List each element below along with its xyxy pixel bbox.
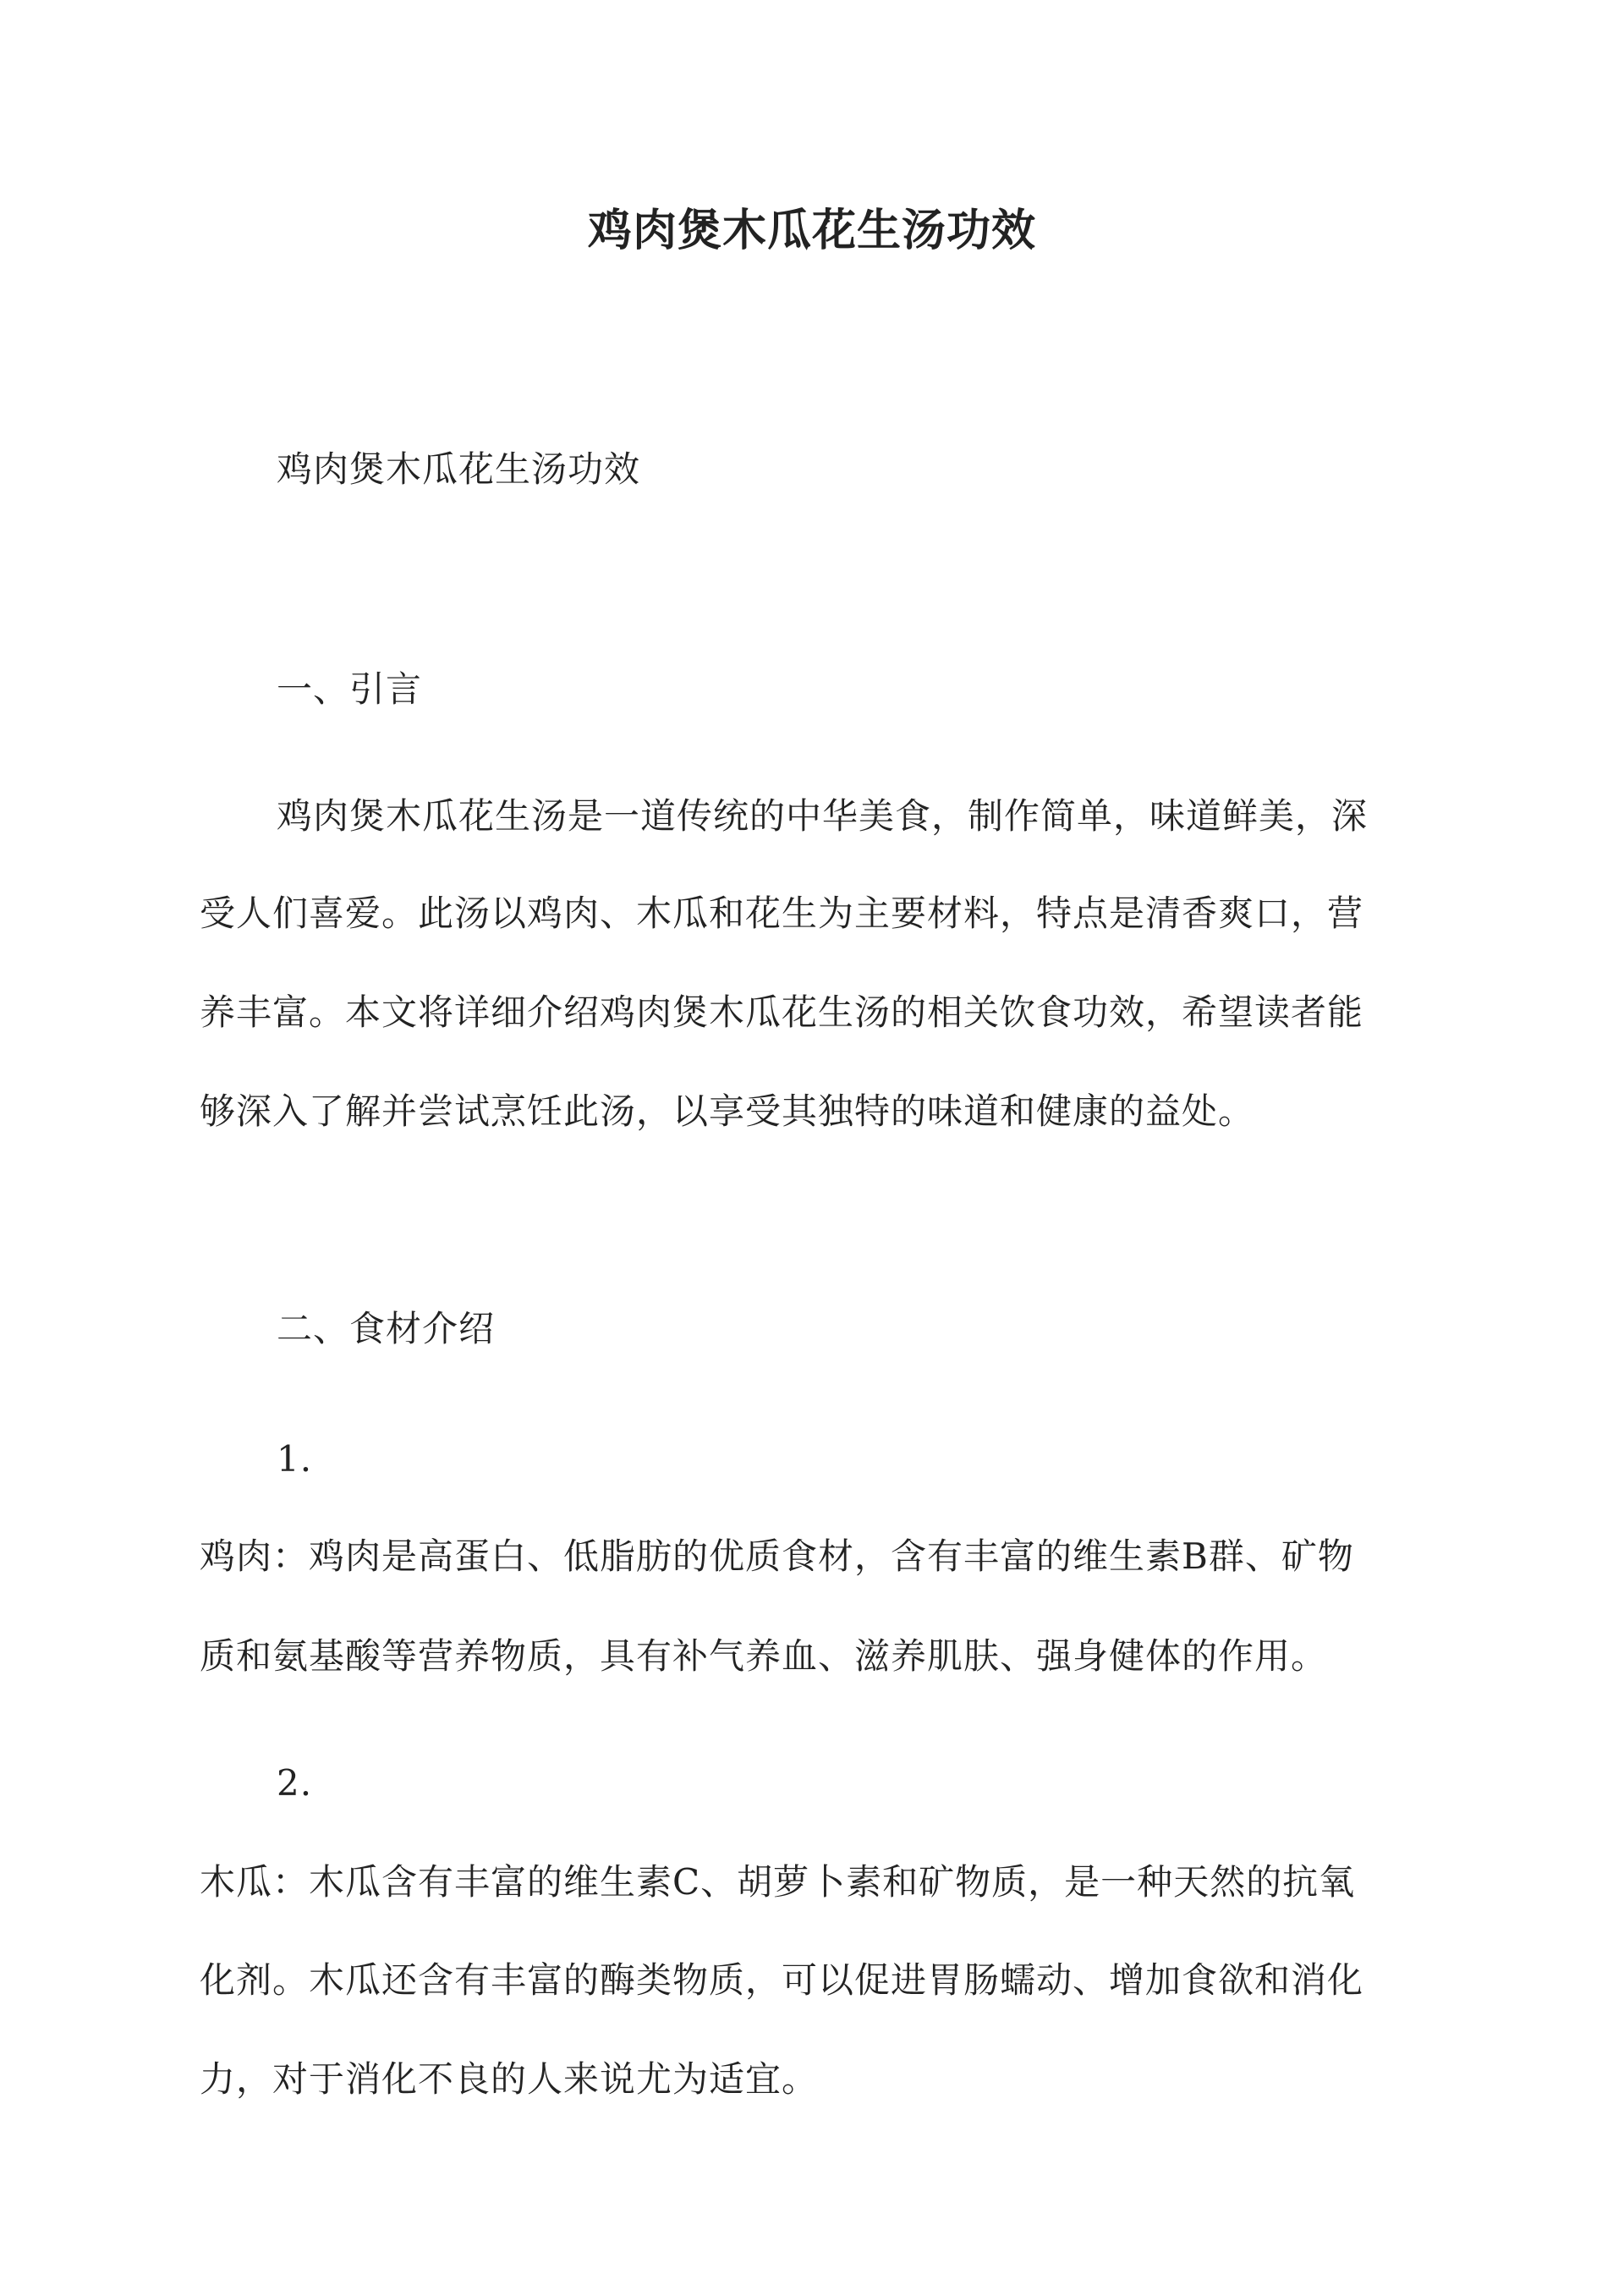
list-item-line: 化剂。木瓜还含有丰富的酶类物质，可以促进胃肠蠕动、增加食欲和消化 — [200, 1959, 1364, 2001]
document-title: 鸡肉煲木瓜花生汤功效 — [587, 205, 1036, 256]
section-heading-introduction: 一、引言 — [277, 668, 423, 710]
paragraph-line: 受人们喜爱。此汤以鸡肉、木瓜和花生为主要材料，特点是清香爽口，营 — [200, 893, 1364, 934]
list-item-line: 质和氨基酸等营养物质，具有补气养血、滋养肌肤、强身健体的作用。 — [200, 1635, 1328, 1677]
list-item-line: 木瓜：木瓜含有丰富的维生素C、胡萝卜素和矿物质，是一种天然的抗氧 — [200, 1861, 1356, 1903]
list-item-number: 1. — [277, 1438, 313, 1480]
paragraph-line: 养丰富。本文将详细介绍鸡肉煲木瓜花生汤的相关饮食功效，希望读者能 — [200, 991, 1364, 1033]
list-item-line: 鸡肉：鸡肉是高蛋白、低脂肪的优质食材，含有丰富的维生素B群、矿物 — [200, 1535, 1354, 1577]
section-heading-ingredients: 二、食材介绍 — [277, 1308, 496, 1349]
list-item-number: 2. — [277, 1762, 313, 1804]
list-item-line: 力，对于消化不良的人来说尤为适宜。 — [200, 2058, 819, 2100]
document-subtitle: 鸡肉煲木瓜花生汤功效 — [277, 448, 641, 490]
paragraph-line: 够深入了解并尝试烹饪此汤，以享受其独特的味道和健康的益处。 — [200, 1090, 1255, 1132]
paragraph-line: 鸡肉煲木瓜花生汤是一道传统的中华美食，制作简单，味道鲜美，深 — [277, 795, 1369, 837]
